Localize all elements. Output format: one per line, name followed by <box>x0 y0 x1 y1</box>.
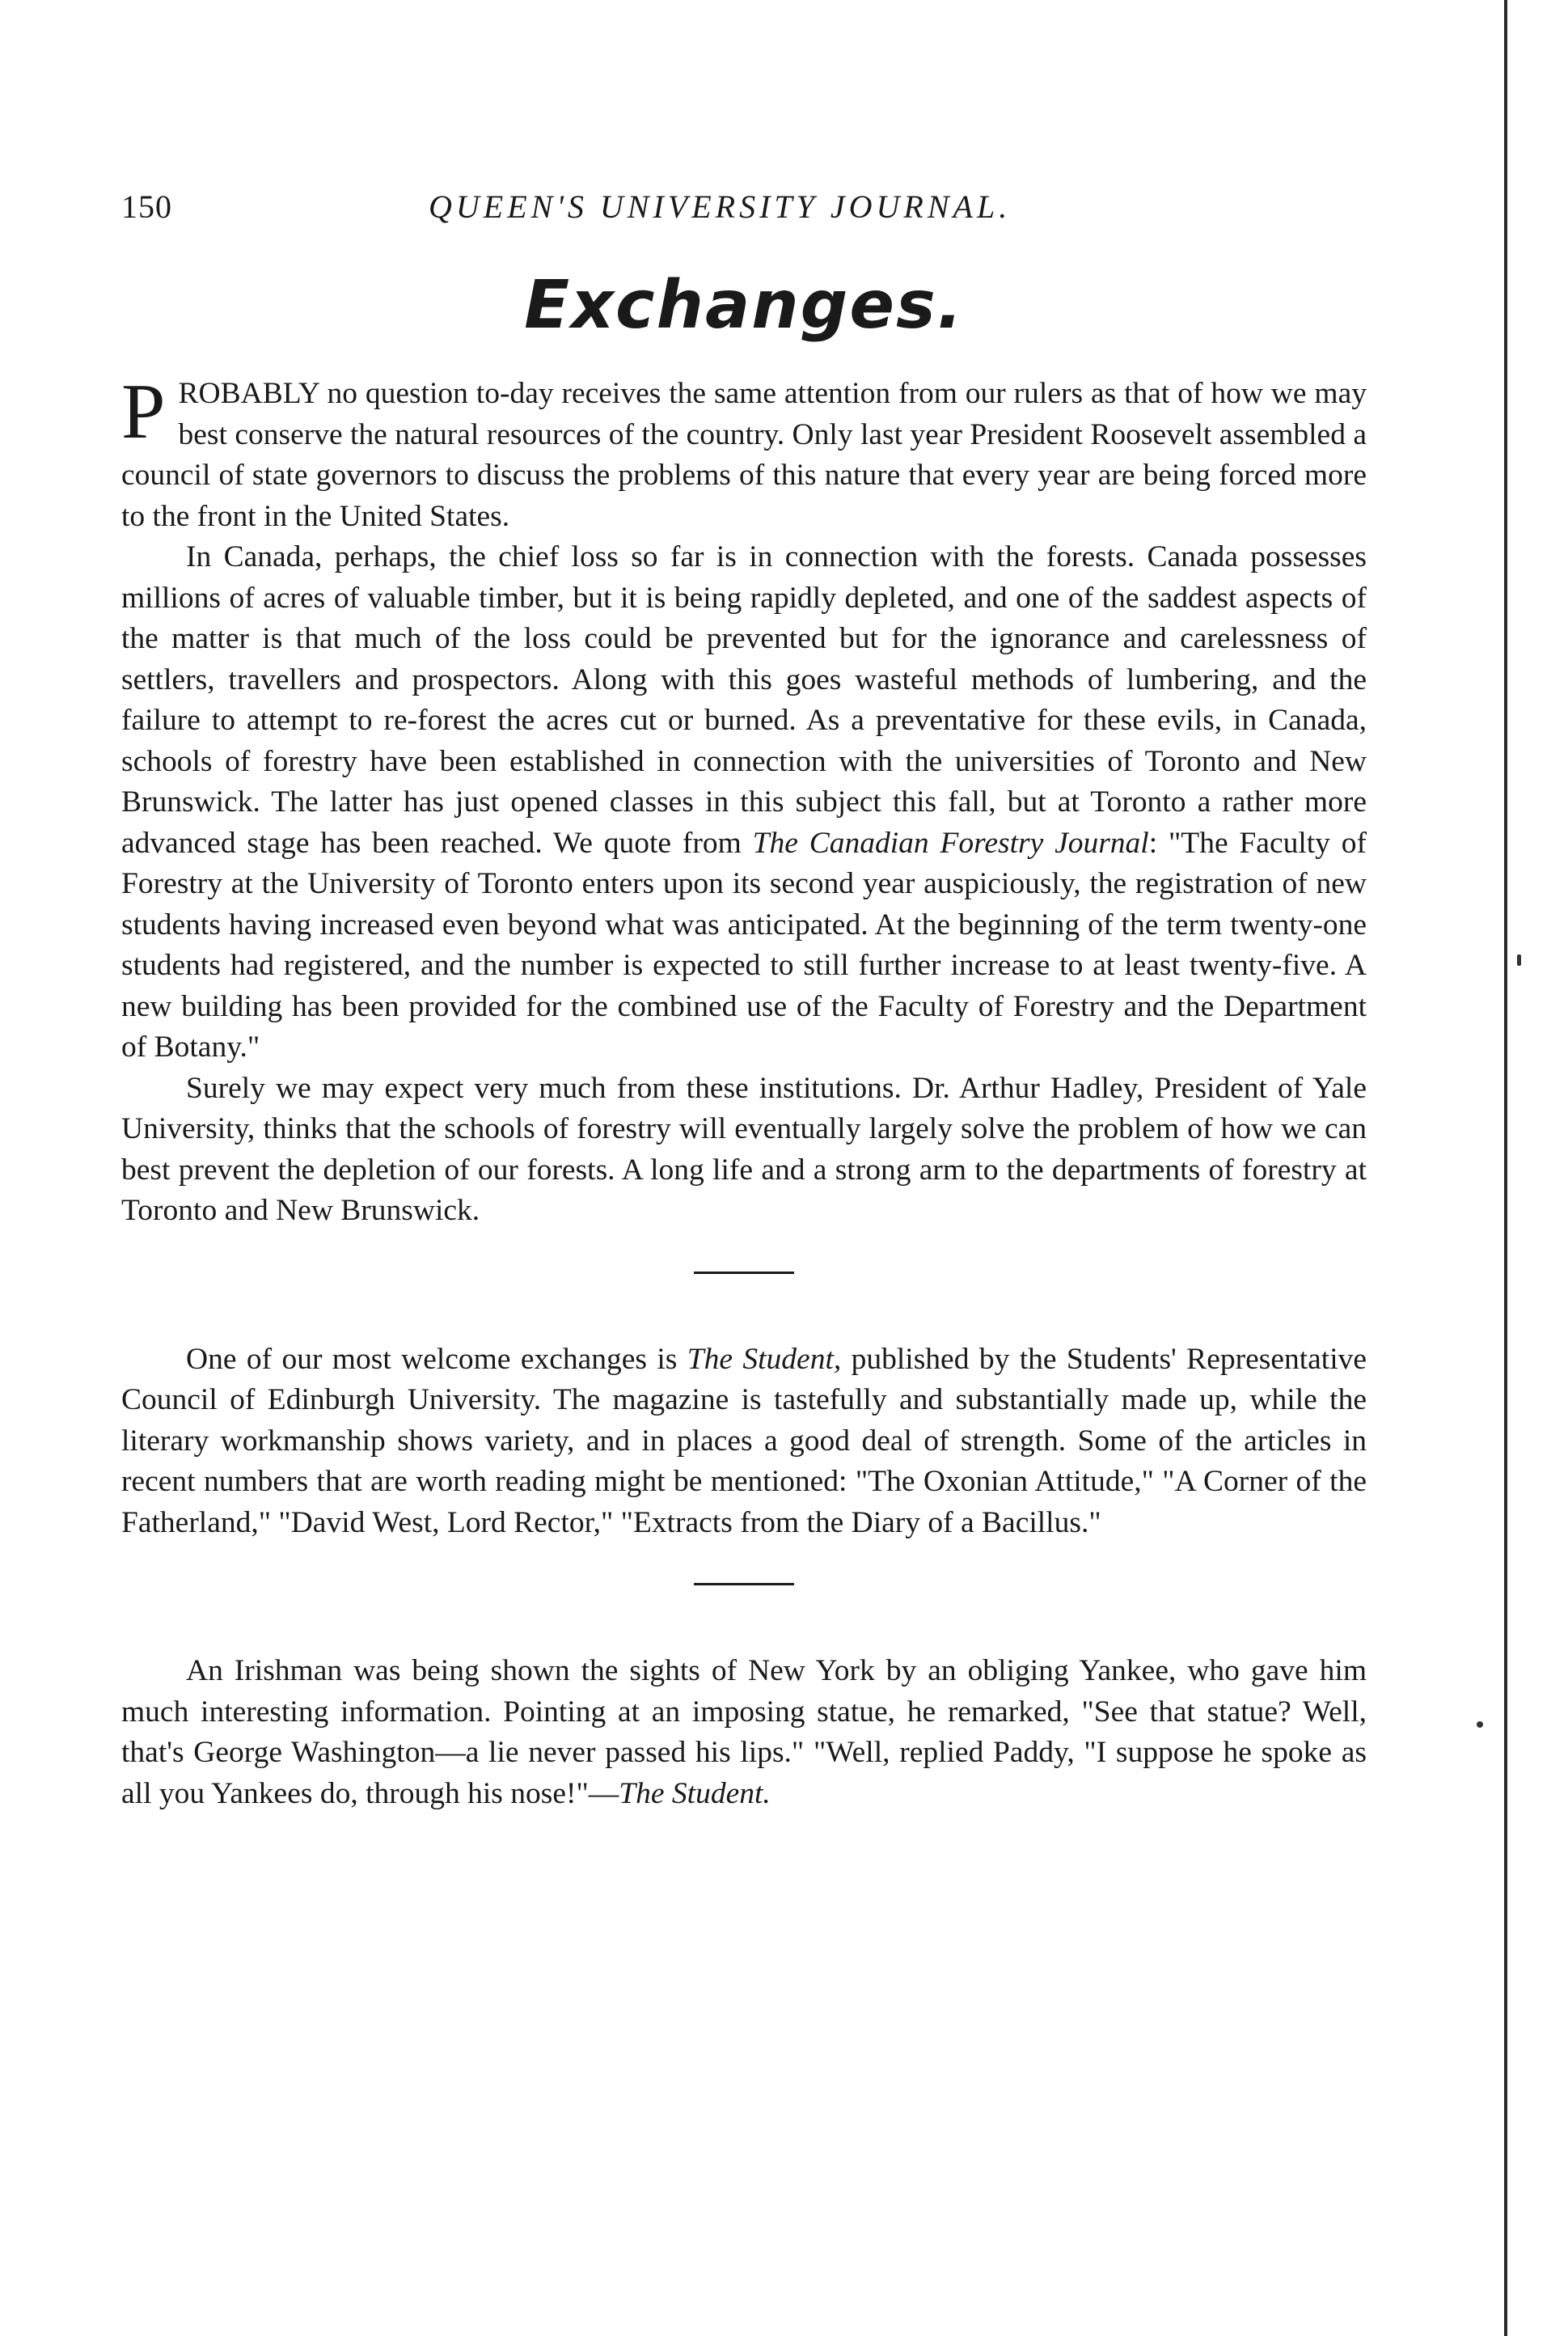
body-text <box>121 368 1367 1814</box>
forestry-journal-title: The Canadian Forestry Journal <box>752 826 1149 860</box>
ink-speck <box>1477 1721 1483 1728</box>
paragraph-2-text-b: : "The Faculty of Forestry at the University of Toronto enters upon its second year auspiciously, the registration of new students having increased even beyond what was anticipated. At the beginning of the term twenty-one students had registered, and the number is expected to still further increase to at least twenty-five. A new building has been provided for the combined use of the Faculty of Forestry and the Department of Botany." <box>121 826 1367 1064</box>
page-edge-line <box>1504 0 1507 2336</box>
anecdote-source: The Student. <box>619 1776 771 1810</box>
paragraph-3-text: Surely we may expect very much from these institutions. Dr. Arthur Hadley, President of Yale University, thinks that the schools of forestry will eventually largely solve the problem of how we can best prevent the depletion of our forests. A long life and a strong arm to the departments of forestry at Toronto and New Brunswick. <box>121 1071 1367 1227</box>
paragraph-3 <box>121 1069 1367 1232</box>
section-divider-1 <box>694 1272 794 1274</box>
paragraph-2-text-a: In Canada, perhaps, the chief loss so far is in connection with the forests. Canada possesses millions of acres of valuable timber, but it is being rapidly depleted, and one of the saddest aspects of the matter is that much of the loss could be prevented but for the ignorance and carelessness of settlers, travellers and prospectors. Along with this goes wasteful methods of lumbering, and the failure to attempt to re-forest the acres cut or burned. As a preventative for these evils, in Canada, schools of forestry have been established in connection with the universities of Toronto and New Brunswick. The latter has just opened classes in this subject this fall, but at Toronto a rather more advanced stage has been reached. We quote from <box>121 540 1367 860</box>
section-title: Exchanges. <box>524 267 964 344</box>
ink-mark <box>1517 954 1521 966</box>
exchange-paragraph <box>121 1339 1367 1544</box>
section-divider-2 <box>694 1583 794 1585</box>
page-number: 150 <box>121 188 172 225</box>
the-student-title: The Student, <box>687 1342 842 1376</box>
exchange-text-a: One of our most welcome exchanges is <box>186 1342 678 1376</box>
paragraph-2 <box>121 537 1367 1069</box>
drop-cap: P <box>121 368 166 455</box>
journal-page <box>121 0 1367 2336</box>
anecdote-text: An Irishman was being shown the sights of New York by an obliging Yankee, who gave him much interesting information. Pointing at an imposing statue, he remarked, "See that statue? Well, that's George Washington—a lie never passed his lips." "Well, replied Paddy, "I suppose he spoke as all you Yankees do, through his nose!"— <box>121 1654 1367 1810</box>
exchange-text-b: published by the Students' Representative Council of Edinburgh University. The magazine is tastefully and substantially made up, while the literary workmanship shows variety, and in places a good deal of strength. Some of the articles in recent numbers that are worth reading might be mentioned: "The Oxonian Attitude," "A Corner of the Fatherland," "David West, Lord Rector," "Extracts from the Diary of a Bacillus." <box>121 1342 1367 1539</box>
paragraph-1 <box>121 368 1367 537</box>
paragraph-1-text: ROBABLY no question to-day receives the same attention from our rulers as that of how we may best conserve the natural resources of the country. Only last year President Roosevelt assembled a council of state governors to discuss the problems of this nature that every year are being forced more to the front in the United States. <box>121 377 1367 533</box>
running-head <box>121 188 1367 236</box>
anecdote-paragraph <box>121 1651 1367 1814</box>
journal-title: QUEEN'S UNIVERSITY JOURNAL. <box>429 188 1012 225</box>
